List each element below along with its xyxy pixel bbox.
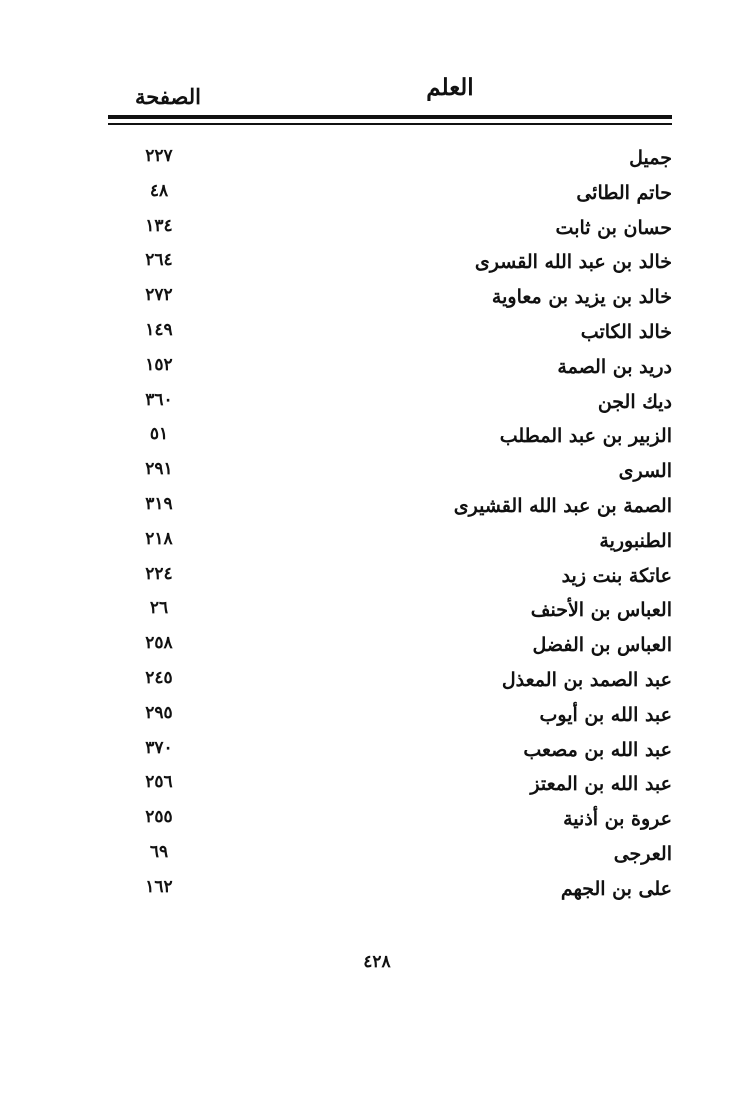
entry-page: ٢٥٥ — [145, 807, 173, 828]
index-list — [0, 141, 754, 907]
entry-page: ٤٨ — [149, 180, 169, 201]
entry-page: ١٥٢ — [145, 354, 173, 375]
column-header-name: العلم — [426, 74, 474, 101]
header-rule-thin — [108, 123, 672, 125]
entry-name: خالد الكاتب — [580, 320, 672, 343]
index-row — [0, 350, 754, 385]
index-row — [0, 211, 754, 246]
index-row — [0, 593, 754, 628]
entry-name: عبد الله بن مصعب — [523, 738, 672, 761]
index-row — [0, 663, 754, 698]
index-row — [0, 767, 754, 802]
entry-page: ٢٩٥ — [145, 702, 173, 723]
header-rule-thick — [108, 115, 672, 119]
entry-name: دريد بن الصمة — [557, 355, 672, 378]
entry-name: ديك الجن — [597, 390, 672, 413]
index-row — [0, 385, 754, 420]
entry-page: ٢٤٥ — [145, 667, 173, 688]
entry-name: خالد بن عبد الله القسرى — [474, 251, 672, 274]
entry-name: الصمة بن عبد الله القشيرى — [453, 494, 672, 517]
entry-page: ٣٦٠ — [145, 389, 173, 410]
index-row — [0, 141, 754, 176]
entry-name: عروة بن أذنية — [563, 808, 672, 831]
entry-page: ٢٥٨ — [145, 633, 173, 654]
index-row — [0, 698, 754, 733]
entry-page: ٢٦ — [149, 598, 169, 619]
entry-name: عاتكة بنت زيد — [561, 564, 672, 587]
entry-name: العرجى — [613, 842, 672, 865]
entry-name: العباس بن الفضل — [532, 634, 672, 657]
entry-page: ٣٧٠ — [145, 737, 173, 758]
index-row — [0, 559, 754, 594]
entry-name: على بن الجهم — [560, 877, 672, 900]
index-row — [0, 628, 754, 663]
entry-name: عبد الصمد بن المعذل — [501, 668, 672, 691]
entry-page: ٥١ — [149, 424, 169, 445]
entry-page: ٢١٨ — [145, 528, 173, 549]
entry-page: ٢٢٤ — [145, 563, 173, 584]
entry-name: حسان بن ثابت — [555, 216, 672, 239]
index-row — [0, 733, 754, 768]
index-row — [0, 245, 754, 280]
index-row — [0, 280, 754, 315]
entry-page: ١٤٩ — [145, 319, 173, 340]
column-header-page: الصفحة — [135, 84, 201, 109]
index-row — [0, 872, 754, 907]
footer-page-number: ٤٢٨ — [363, 952, 391, 972]
entry-page: ١٣٤ — [145, 215, 173, 236]
entry-page: ٢٥٦ — [145, 772, 173, 793]
index-row — [0, 524, 754, 559]
entry-name: جميل — [629, 147, 672, 169]
entry-name: خالد بن يزيد بن معاوية — [491, 286, 672, 309]
entry-name: السرى — [618, 460, 672, 483]
entry-page: ٦٩ — [149, 841, 169, 862]
entry-page: ٢٢٧ — [145, 146, 173, 166]
entry-page: ١٦٢ — [145, 876, 173, 897]
entry-name: الزبير بن عبد المطلب — [499, 425, 672, 448]
entry-page: ٢٦٤ — [145, 250, 173, 271]
index-row — [0, 419, 754, 454]
index-row — [0, 454, 754, 489]
index-row — [0, 489, 754, 524]
index-row — [0, 837, 754, 872]
entry-page: ٢٩١ — [145, 459, 173, 480]
entry-page: ٢٧٢ — [145, 285, 173, 306]
entry-name: الطنبورية — [599, 529, 672, 552]
entry-name: العباس بن الأحنف — [530, 599, 672, 622]
index-row — [0, 315, 754, 350]
entry-name: حاتم الطائى — [576, 181, 672, 204]
index-row — [0, 176, 754, 211]
entry-name: عبد الله بن أيوب — [539, 703, 672, 726]
index-row — [0, 802, 754, 837]
entry-page: ٣١٩ — [145, 493, 173, 514]
entry-name: عبد الله بن المعتز — [530, 773, 672, 796]
